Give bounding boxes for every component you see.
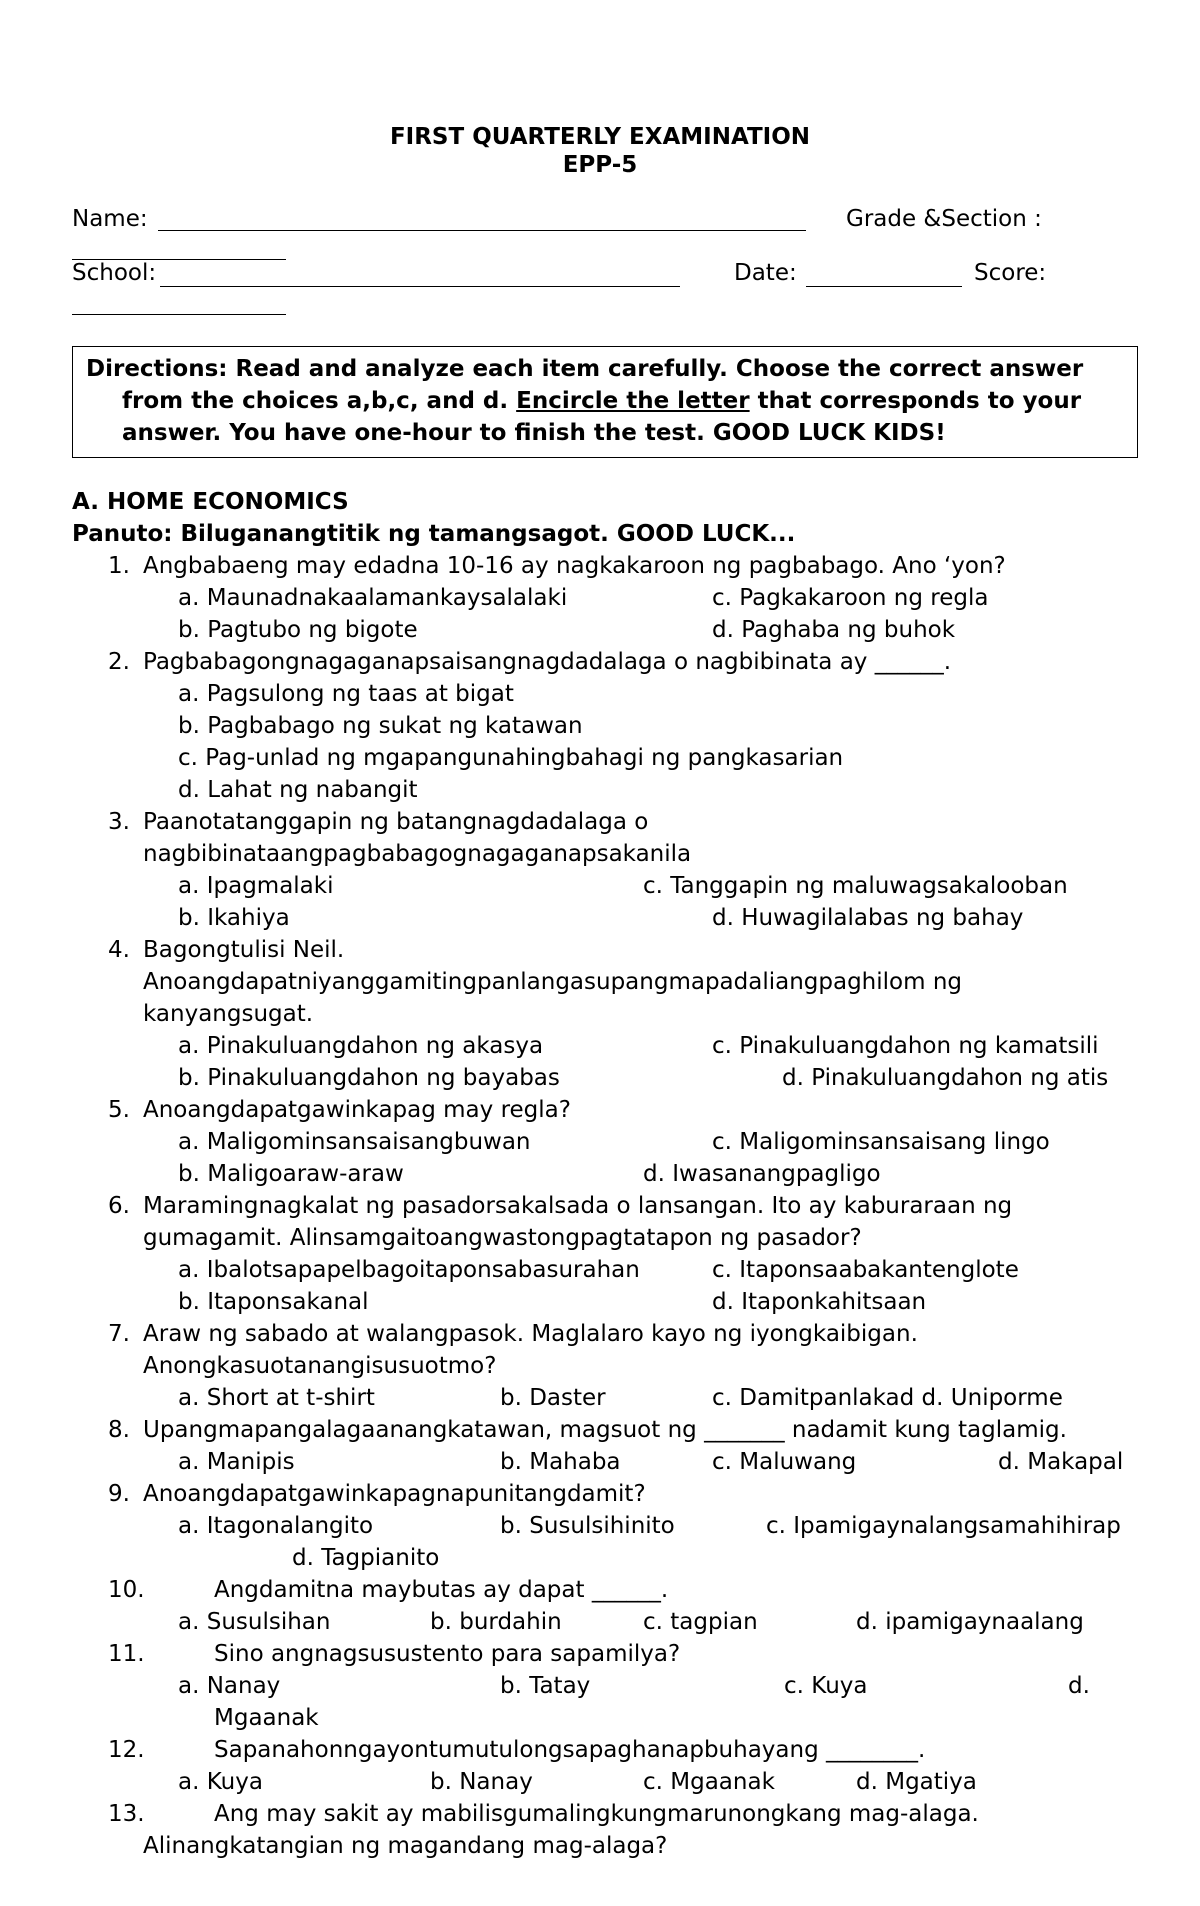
q8-number: 8.	[108, 1417, 130, 1443]
q4-choice-a[interactable]: a. Pinakuluangdahon ng akasya	[178, 1033, 544, 1059]
q3-text-2: nagbibinataangpagbabagognagaganapsakanila	[143, 841, 692, 867]
q12-number: 12.	[108, 1737, 145, 1763]
q3-choice-b[interactable]: b. Ikahiya	[178, 905, 290, 931]
q4-choice-b[interactable]: b. Pinakuluangdahon ng bayabas	[178, 1065, 560, 1091]
q2-choice-b[interactable]: b. Pagbabago ng sukat ng katawan	[178, 713, 583, 739]
q5-text: Anoangdapatgawinkapag may regla?	[143, 1097, 571, 1123]
q3-number: 3.	[108, 809, 130, 835]
q9-number: 9.	[108, 1481, 130, 1507]
q4-text-3: kanyangsugat.	[143, 1001, 314, 1027]
score-label: Score:	[974, 260, 1047, 286]
directions-line-1: Directions: Read and analyze each item carefully. Choose the correct answer	[86, 356, 1084, 382]
q10-choice-b[interactable]: b. burdahin	[430, 1609, 562, 1635]
q3-choice-c[interactable]: c. Tanggapin ng maluwagsakalooban	[643, 873, 1068, 899]
q4-choice-c[interactable]: c. Pinakuluangdahon ng kamatsili	[712, 1033, 1099, 1059]
q12-choice-d[interactable]: d. Mgatiya	[856, 1769, 977, 1795]
q2-number: 2.	[108, 649, 130, 675]
q11-choice-d[interactable]: d.	[1068, 1673, 1090, 1699]
q9-choice-b[interactable]: b. Susulsihinito	[500, 1513, 675, 1539]
q13-text-2: Alinangkatangian ng magandang mag-alaga?	[143, 1833, 668, 1859]
q8-choice-b[interactable]: b. Mahaba	[500, 1449, 621, 1475]
q6-text-1: Maramingnagkalat ng pasadorsakalsada o lansangan. Ito ay kaburaraan ng	[143, 1193, 1013, 1219]
q11-choice-a[interactable]: a. Nanay	[178, 1673, 281, 1699]
name-label: Name:	[72, 206, 148, 232]
date-field[interactable]	[806, 286, 962, 287]
q12-choice-c[interactable]: c. Mgaanak	[643, 1769, 775, 1795]
q7-choice-a[interactable]: a. Short at t-shirt	[178, 1385, 375, 1411]
q2-text: Pagbabagongnagaganapsaisangnagdadalaga o nagbibinata ay ______.	[143, 649, 952, 675]
q11-choice-d-text[interactable]: Mgaanak	[214, 1705, 319, 1731]
q10-number: 10.	[108, 1577, 145, 1603]
q4-text-2: Anoangdapatniyanggamitingpanlangasupangmapadaliangpaghilom ng	[143, 969, 962, 995]
q10-choice-a[interactable]: a. Susulsihan	[178, 1609, 331, 1635]
q7-choice-cd[interactable]: c. Damitpanlakad d. Uniporme	[712, 1385, 1063, 1411]
panuto: Panuto: Biluganangtitik ng tamangsagot. GOOD LUCK...	[72, 521, 796, 547]
q5-choice-d[interactable]: d. Iwasanangpagligo	[643, 1161, 881, 1187]
q4-choice-d[interactable]: d. Pinakuluangdahon ng atis	[782, 1065, 1109, 1091]
q4-text-1: Bagongtulisi Neil.	[143, 937, 345, 963]
q7-choice-b[interactable]: b. Daster	[500, 1385, 606, 1411]
exam-subject: EPP-5	[562, 152, 638, 178]
q8-choice-a[interactable]: a. Manipis	[178, 1449, 295, 1475]
q9-choice-c[interactable]: c. Ipamigaynalangsamahihirap	[766, 1513, 1121, 1539]
q5-number: 5.	[108, 1097, 130, 1123]
q7-text-1: Araw ng sabado at walangpasok. Maglalaro kayo ng iyongkaibigan.	[143, 1321, 918, 1347]
q1-number: 1.	[108, 553, 130, 579]
q2-choice-a[interactable]: a. Pagsulong ng taas at bigat	[178, 681, 514, 707]
q10-text: Angdamitna maybutas ay dapat ______.	[214, 1577, 669, 1603]
school-label: School:	[72, 260, 157, 286]
q6-text-2: gumagamit. Alinsamgaitoangwastongpagtatapon ng pasador?	[143, 1225, 862, 1251]
q7-number: 7.	[108, 1321, 130, 1347]
q8-choice-c[interactable]: c. Maluwang	[712, 1449, 857, 1475]
q7-text-2: Anongkasuotanangisusuotmo?	[143, 1353, 497, 1379]
q13-number: 13.	[108, 1801, 145, 1827]
q3-text-1: Paanotatanggapin ng batangnagdadalaga o	[143, 809, 649, 835]
q8-text: Upangmapangalagaanangkatawan, magsuot ng _______ nadamit kung taglamig.	[143, 1417, 1067, 1443]
q3-choice-a[interactable]: a. Ipagmalaki	[178, 873, 334, 899]
grade-section-label: Grade &Section :	[846, 206, 1042, 232]
q11-choice-c[interactable]: c. Kuya	[784, 1673, 868, 1699]
q6-choice-b[interactable]: b. Itaponsakanal	[178, 1289, 369, 1315]
q13-text-1: Ang may sakit ay mabilisgumalingkungmarunongkang mag-alaga.	[214, 1801, 979, 1827]
exam-title: FIRST QUARTERLY EXAMINATION	[389, 124, 811, 150]
q6-choice-d[interactable]: d. Itaponkahitsaan	[712, 1289, 927, 1315]
q12-choice-b[interactable]: b. Nanay	[430, 1769, 533, 1795]
q1-text: Angbabaeng may edadna 10-16 ay nagkakaroon ng pagbabago. Ano ‘yon?	[143, 553, 1006, 579]
section-heading: A. HOME ECONOMICS	[72, 489, 349, 515]
q11-text: Sino angnagsusustento para sapamilya?	[214, 1641, 681, 1667]
q3-choice-d[interactable]: d. Huwagilalabas ng bahay	[712, 905, 1024, 931]
q9-choice-d[interactable]: d. Tagpianito	[292, 1545, 440, 1571]
q2-choice-c[interactable]: c. Pag-unlad ng mgapangunahingbahagi ng pangkasarian	[178, 745, 844, 771]
q6-choice-c[interactable]: c. Itaponsaabakantenglote	[712, 1257, 1019, 1283]
q4-number: 4.	[108, 937, 130, 963]
q5-choice-b[interactable]: b. Maligoaraw-araw	[178, 1161, 404, 1187]
q9-choice-a[interactable]: a. Itagonalangito	[178, 1513, 374, 1539]
directions-line-2a: from the choices a,b,c, and d.	[122, 388, 517, 414]
directions-line-3: answer. You have one-hour to finish the test. GOOD LUCK KIDS!	[122, 420, 946, 446]
directions-emphasis: Encircle the letter	[516, 388, 750, 414]
q1-choice-d[interactable]: d. Paghaba ng buhok	[712, 617, 956, 643]
name-field[interactable]	[158, 230, 806, 231]
q6-choice-a[interactable]: a. Ibalotsapapelbagoitaponsabasurahan	[178, 1257, 640, 1283]
q11-choice-b[interactable]: b. Tatay	[500, 1673, 591, 1699]
q8-choice-d[interactable]: d. Makapal	[998, 1449, 1124, 1475]
q10-choice-d[interactable]: d. ipamigaynaalang	[856, 1609, 1084, 1635]
q5-choice-a[interactable]: a. Maligominsansaisangbuwan	[178, 1129, 531, 1155]
q1-choice-b[interactable]: b. Pagtubo ng bigote	[178, 617, 418, 643]
q11-number: 11.	[108, 1641, 145, 1667]
q5-choice-c[interactable]: c. Maligominsansaisang lingo	[712, 1129, 1050, 1155]
q2-choice-d[interactable]: d. Lahat ng nabangit	[178, 777, 418, 803]
school-field[interactable]	[160, 286, 680, 287]
q9-text: Anoangdapatgawinkapagnapunitangdamit?	[143, 1481, 646, 1507]
q1-choice-c[interactable]: c. Pagkakaroon ng regla	[712, 585, 989, 611]
q10-choice-c[interactable]: c. tagpian	[643, 1609, 758, 1635]
score-field[interactable]	[72, 314, 286, 315]
q12-choice-a[interactable]: a. Kuya	[178, 1769, 263, 1795]
date-label: Date:	[734, 260, 797, 286]
directions-line-2b: that corresponds to your	[749, 388, 1082, 414]
q6-number: 6.	[108, 1193, 130, 1219]
directions-line-2	[122, 386, 1081, 416]
q12-text: Sapanahonngayontumutulongsapaghanapbuhayang ________.	[214, 1737, 926, 1763]
q1-choice-a[interactable]: a. Maunadnakaalamankaysalalaki	[178, 585, 568, 611]
